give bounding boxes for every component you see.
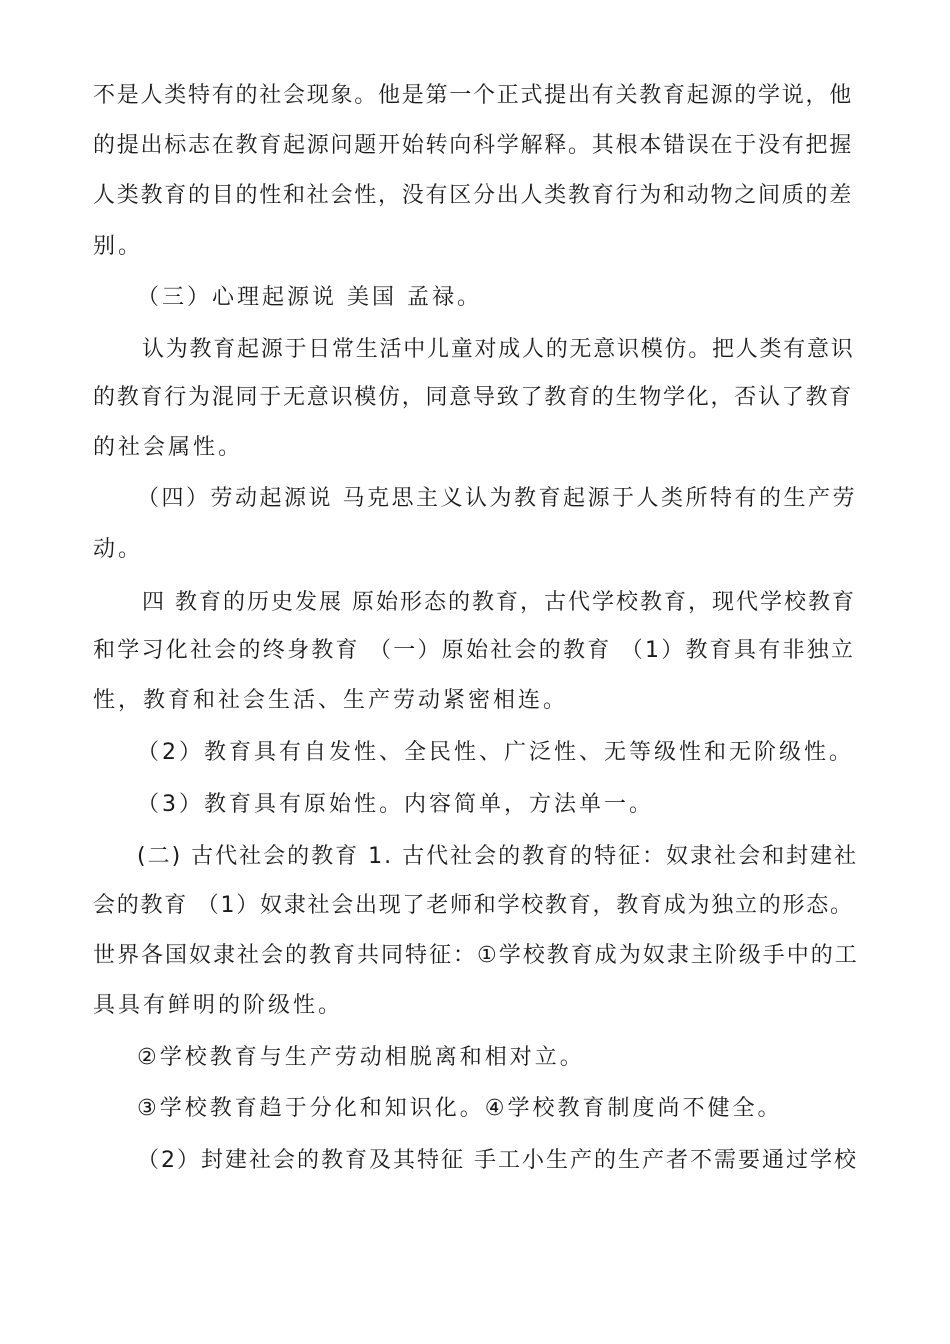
- text-line: 别。: [93, 234, 144, 259]
- text-line: 世界各国奴隶社会的教育共同特征：①学校教育成为奴隶主阶级手中的工: [93, 943, 859, 968]
- text-line: 具具有鲜明的阶级性。: [93, 993, 344, 1018]
- text-line: 的提出标志在教育起源问题开始转向科学解释。其根本错误在于没有把握: [93, 133, 854, 158]
- list-item: ②学校教育与生产劳动相脱离和相对立。: [137, 1045, 585, 1070]
- list-item: （2）封建社会的教育及其特征 手工小生产的生产者不需要通过学校: [137, 1148, 858, 1173]
- text-line: 和学习化社会的终身教育 （一）原始社会的教育 （1）教育具有非独立: [93, 638, 856, 663]
- text-line: 性，教育和社会生活、生产劳动紧密相连。: [93, 688, 569, 713]
- text-line: 认为教育起源于日常生活中儿童对成人的无意识模仿。把人类有意识: [142, 337, 855, 362]
- list-item: （3）教育具有原始性。内容简单，方法单一。: [137, 792, 654, 817]
- list-item: （2）教育具有自发性、全民性、广泛性、无等级性和无阶级性。: [137, 740, 854, 765]
- section-heading: (二) 古代社会的教育 1. 古代社会的教育的特征：奴隶社会和封建社: [137, 844, 859, 869]
- text-line: 动。: [93, 537, 144, 562]
- section-heading: 四 教育的历史发展 原始形态的教育，古代学校教育，现代学校教育: [142, 590, 856, 615]
- list-item: ③学校教育趋于分化和知识化。④学校教育制度尚不健全。: [137, 1096, 783, 1121]
- text-line: 人类教育的目的性和社会性，没有区分出人类教育行为和动物之间质的差: [93, 183, 854, 208]
- text-line: 会的教育 （1）奴隶社会出现了老师和学校教育，教育成为独立的形态。: [93, 893, 854, 918]
- section-heading: （三）心理起源说 美国 孟禄。: [137, 285, 482, 310]
- text-line: 的教育行为混同于无意识模仿，同意导致了教育的生物学化，否认了教育: [93, 385, 854, 410]
- text-line: 不是人类特有的社会现象。他是第一个正式提出有关教育起源的学说，他: [93, 83, 854, 108]
- section-heading: （四）劳动起源说 马克思主义认为教育起源于人类所特有的生产劳: [137, 486, 857, 511]
- text-line: 的社会属性。: [93, 435, 244, 460]
